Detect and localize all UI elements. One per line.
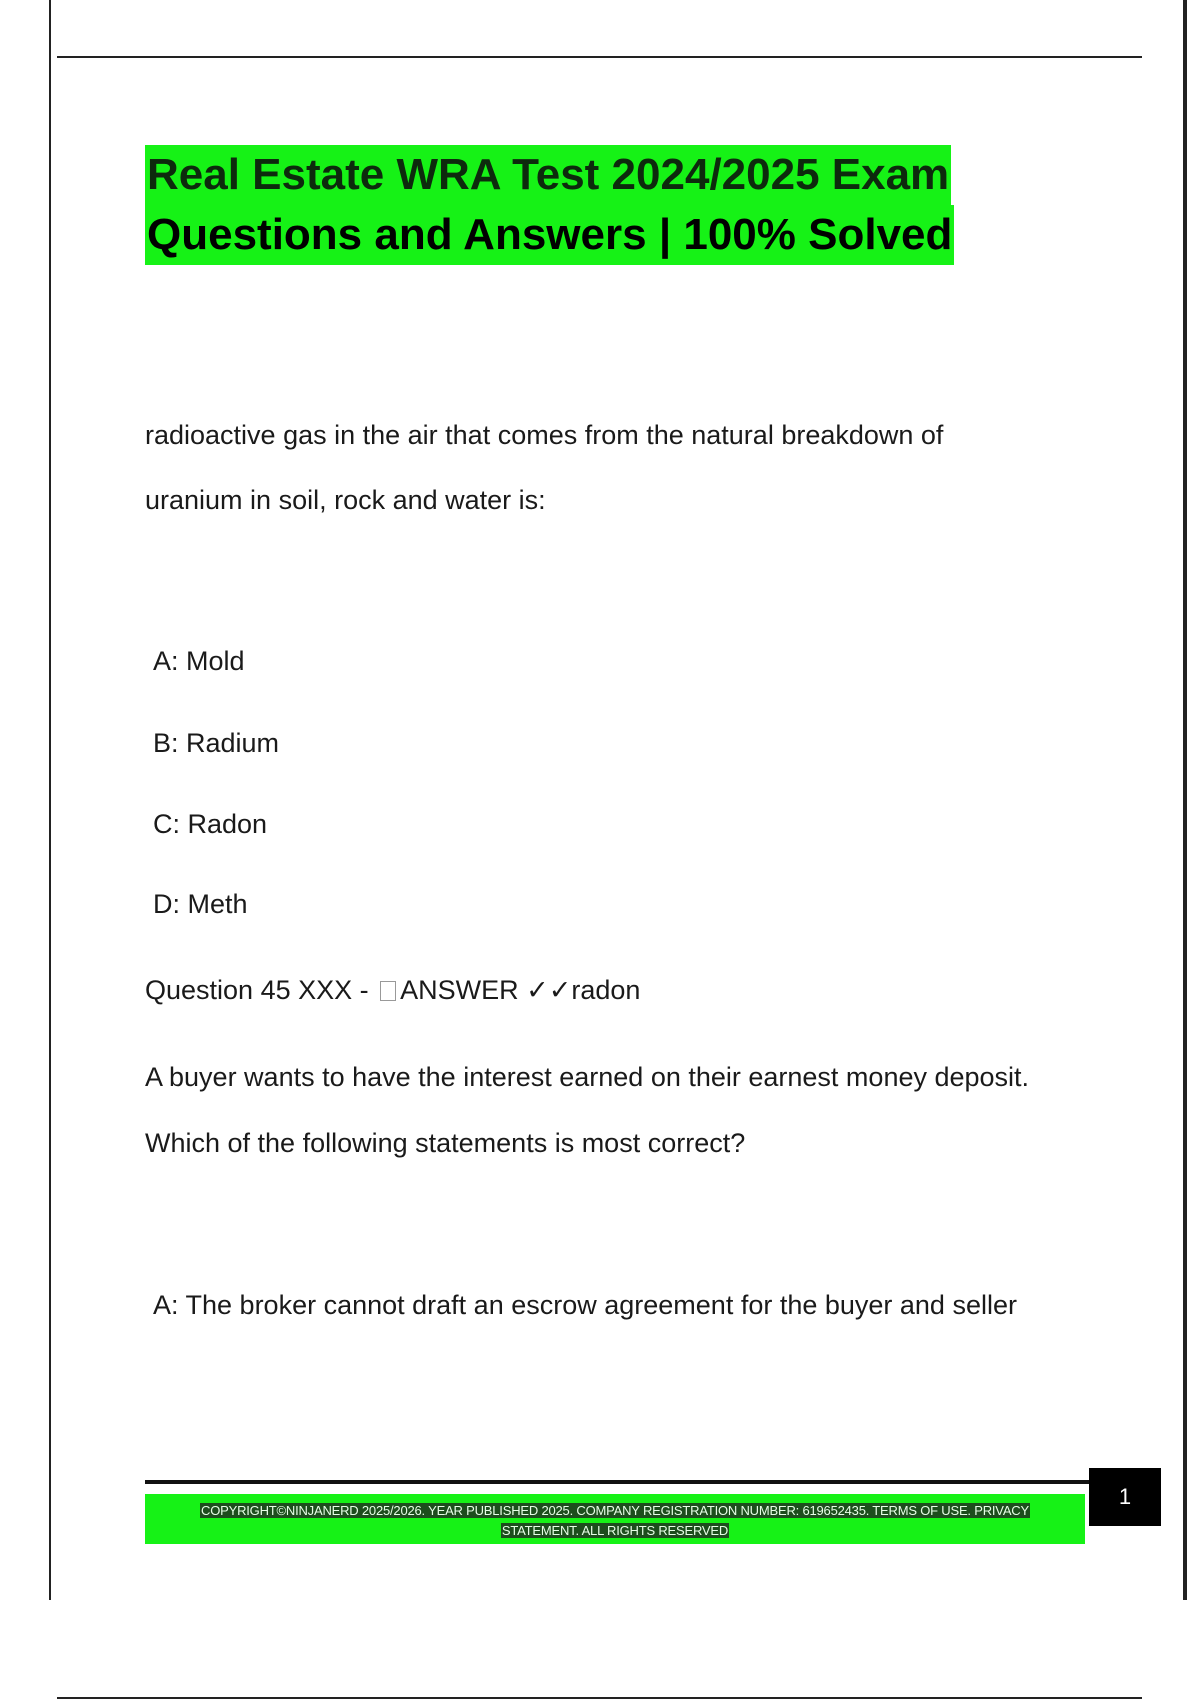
- answer-option-a: A: Mold: [153, 646, 245, 676]
- answer-option-c: C: Radon: [153, 809, 268, 839]
- answer-option-d: D: Meth: [153, 889, 248, 919]
- answer-option-b: B: Radium: [153, 728, 280, 758]
- page-number: 1: [1089, 1468, 1161, 1526]
- page-border-right: [1183, 0, 1187, 1600]
- question-text-line: radioactive gas in the air that comes from the natural breakdown of: [145, 420, 944, 450]
- answer-line: [145, 973, 640, 1007]
- question-text-line: A buyer wants to have the interest earned on their earnest money deposit.: [145, 1062, 1030, 1092]
- document-title: [145, 145, 1035, 265]
- title-line-1: Real Estate WRA Test 2024/2025 Exam: [145, 145, 951, 205]
- answer-prefix: Question 45 XXX -: [145, 975, 377, 1005]
- page-border-left: [49, 0, 51, 1600]
- question-text-line: Which of the following statements is most correct?: [145, 1128, 746, 1158]
- checkbox-glyph-icon: [380, 981, 396, 1001]
- header-rule: [57, 56, 1142, 58]
- copyright-line-2: STATEMENT. ALL RIGHTS RESERVED: [501, 1523, 729, 1538]
- title-line-2: Questions and Answers | 100% Solved: [145, 205, 954, 265]
- next-page-rule: [57, 1697, 1142, 1699]
- answer-option-a: A: The broker cannot draft an escrow agreement for the buyer and seller: [153, 1290, 1017, 1320]
- footer-rule: [145, 1480, 1090, 1484]
- copyright-notice: [145, 1501, 1085, 1541]
- answer-text: ANSWER ✓✓radon: [400, 975, 641, 1005]
- question-text-line: uranium in soil, rock and water is:: [145, 485, 546, 515]
- copyright-line-1: COPYRIGHT©NINJANERD 2025/2026. YEAR PUBLISHED 2025. COMPANY REGISTRATION NUMBER: 619652435. TERMS OF USE. PRIVACY: [201, 1503, 1029, 1518]
